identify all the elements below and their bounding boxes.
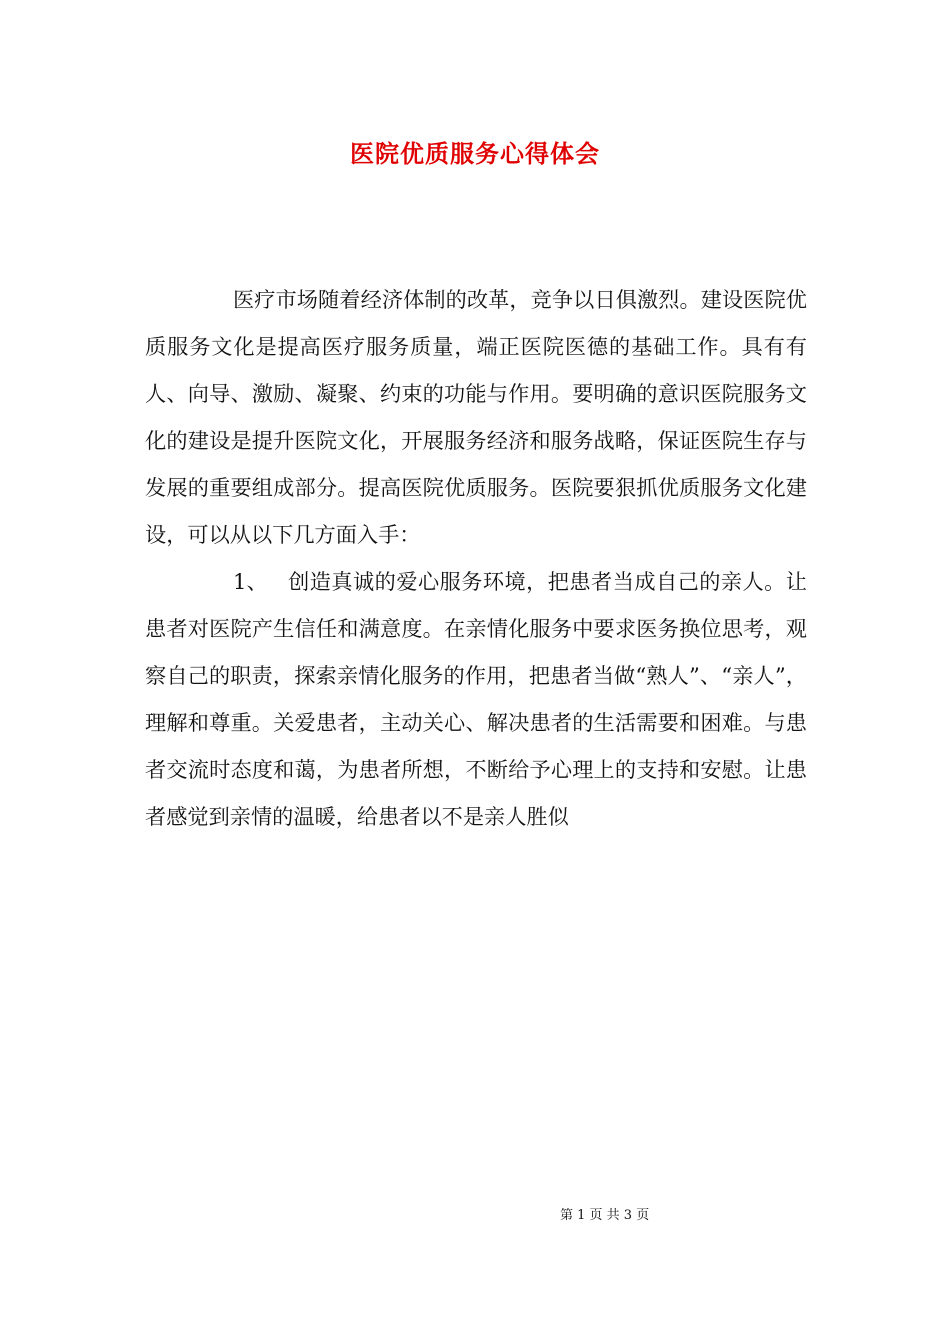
intro-paragraph: 医疗市场随着经济体制的改革，竞争以日俱激烈。建设医院优质服务文化是提高医疗服务质量，端正医院医德的基础工作。具有有人、向导、激励、凝聚、约束的功能与作用。要明确的意识医院服务文化的建设是提升医院文化，开展服务经济和服务战略，保证医院生存与发展的重要组成部分。提高医院优质服务。医院要狠抓优质服务文化建设，可以从以下几方面入手： xyxy=(145,287,807,547)
list-item xyxy=(145,558,807,840)
document-body xyxy=(145,276,807,840)
page-number-footer: 第 1 页 共 3 页 xyxy=(560,1208,650,1223)
list-item-text: 创造真诚的爱心服务环境，把患者当成自己的亲人。让患者对医院产生信任和满意度。在亲情化服务中要求医务换位思考，观察自己的职责，探索亲情化服务的作用，把患者当做“熟人”、“亲人”，理解和尊重。关爱患者，主动关心、解决患者的生活需要和困难。与患者交流时态度和蔼，为患者所想，不断给予心理上的支持和安慰。让患者感觉到亲情的温暖，给患者以不是亲人胜似 xyxy=(145,569,807,829)
document-title: 医院优质服务心得体会 xyxy=(350,139,600,168)
list-item-number: 1、 xyxy=(233,569,268,594)
